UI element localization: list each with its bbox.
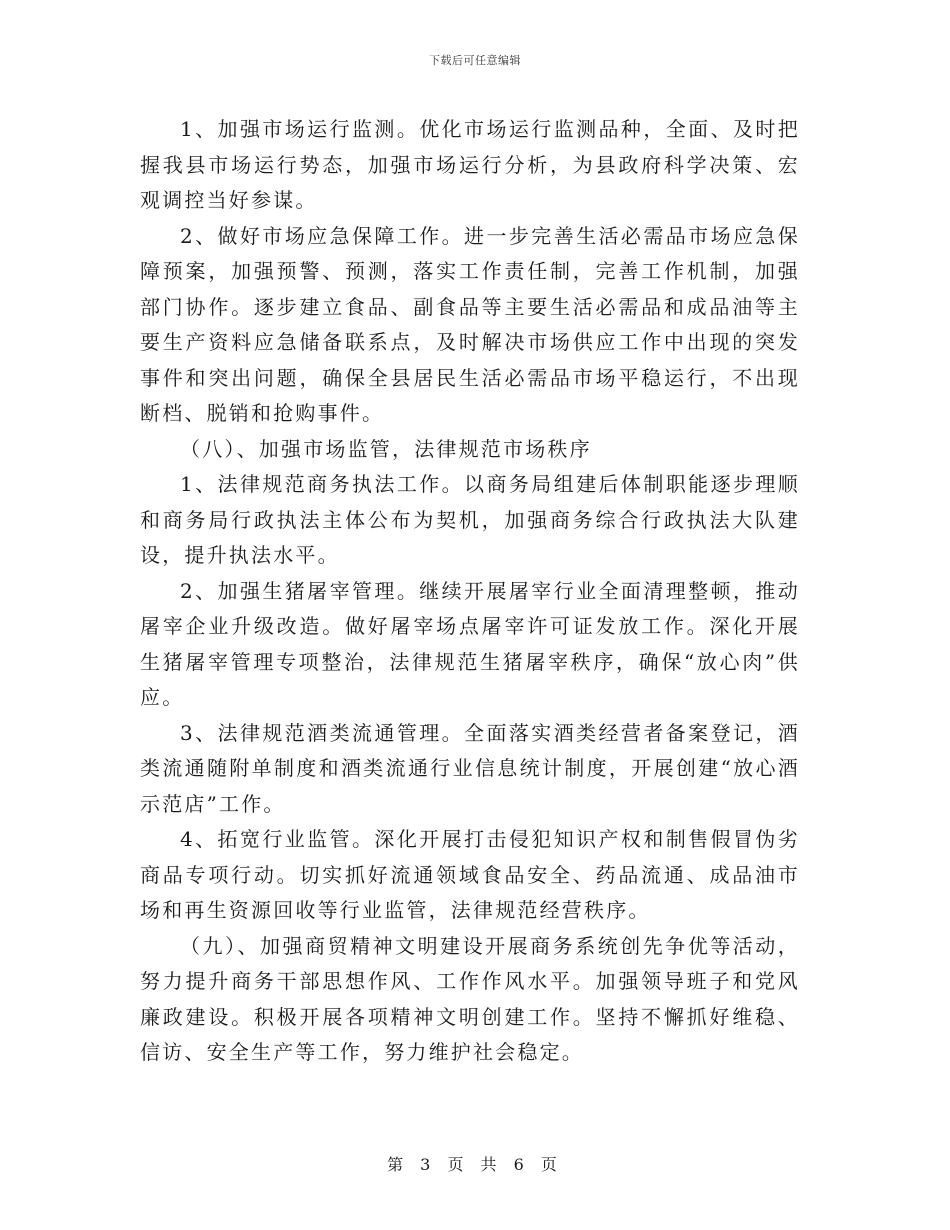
paragraph-pig-slaughter: 2、加强生猪屠宰管理。继续开展屠宰行业全面清理整顿，推动屠宰企业升级改造。做好屠宰场点屠宰许可证发放工作。深化开展生猪屠宰管理专项整治，法律规范生猪屠宰秩序，确保“放心肉”供应。 [140,578,800,709]
page-number: 第 3 页 共 6 页 [387,1155,563,1174]
section-heading-8: （八）、加强市场监管，法律规范市场秩序 [180,436,592,461]
paragraph-liquor-circulation: 3、法律规范酒类流通管理。全面落实酒类经营者备案登记，酒类流通随附单制度和酒类流通行业信息统计制度，开展创建“放心酒示范店”工作。 [140,720,800,816]
paragraph-emergency-supply: 2、做好市场应急保障工作。进一步完善生活必需品市场应急保障预案，加强预警、预测，落实工作责任制，完善工作机制，加强部门协作。逐步建立食品、副食品等主要生活必需品和成品油等主要生产资料应急储备联系点，及时解决市场供应工作中出现的突发事件和突出问题，确保全县居民生活必需品市场平稳运行，不出现断档、脱销和抢购事件。 [140,223,800,425]
page-header: 下载后可任意编辑 [429,54,521,67]
document-body [140,112,800,1071]
paragraph-market-monitoring: 1、加强市场运行监测。优化市场运行监测品种，全面、及时把握我县市场运行势态，加强市场运行分析，为县政府科学决策、宏观调控当好参谋。 [140,117,800,212]
paragraph-commerce-enforcement: 1、法律规范商务执法工作。以商务局组建后体制职能逐步理顺和商务局行政执法主体公布为契机，加强商务综合行政执法大队建设，提升执法水平。 [140,472,800,567]
paragraph-industry-supervision: 4、拓宽行业监管。深化开展打击侵犯知识产权和制售假冒伪劣商品专项行动。切实抓好流通领域食品安全、药品流通、成品油市场和再生资源回收等行业监管，法律规范经营秩序。 [140,827,800,922]
section-heading-9: （九）、加强商贸精神文明建设开展商务系统创先争优等活动，努力提升商务干部思想作风、工作作风水平。加强领导班子和党风廉政建设。积极开展各项精神文明创建工作。坚持不懈抓好维稳、信访、安全生产等工作，努力维护社会稳定。 [140,933,800,1064]
